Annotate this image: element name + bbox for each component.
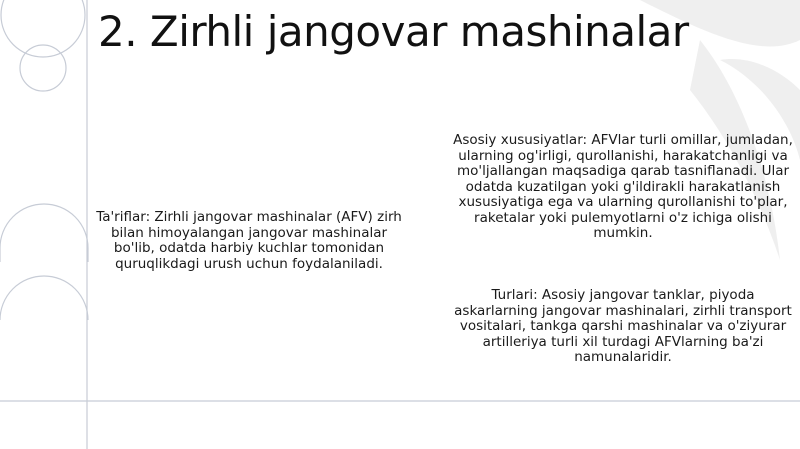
decorative-circle-small xyxy=(20,45,66,91)
decorative-arch-upper xyxy=(0,204,88,262)
features-paragraph: Asosiy xususiyatlar: AFVlar turli omillar, jumladan, ularning og'irligi, qurollanishi, harakatchanligi va mo'ljallangan maqsadiga qarab tasniflanadi. Ular odatda kuzatilgan yoki g'ildirakli harakatlanish xususiyatiga ega va ularning qurollanishi to'plar, raketalar yoki pulemyotlarni o'z ichiga olishi mumkin. xyxy=(453,132,793,241)
types-paragraph: Turlari: Asosiy jangovar tanklar, piyoda askarlarning jangovar mashinalari, zirhli transport vositalari, tankga qarshi mashinalar va o'ziyurar artilleriya turli xil turdagi AFVlarning ba'zi namunalaridir. xyxy=(454,287,792,365)
definition-paragraph: Ta'riflar: Zirhli jangovar mashinalar (AFV) zirh bilan himoyalangan jangovar mashinalar bo'lib, odatda harbiy kuchlar tomonidan quruqlikdagi urush uchun foydalaniladi. xyxy=(96,209,402,272)
decorative-circle-large xyxy=(1,0,85,57)
decorative-arch-lower xyxy=(0,276,88,320)
slide-title: 2. Zirhli jangovar mashinalar xyxy=(98,7,689,56)
